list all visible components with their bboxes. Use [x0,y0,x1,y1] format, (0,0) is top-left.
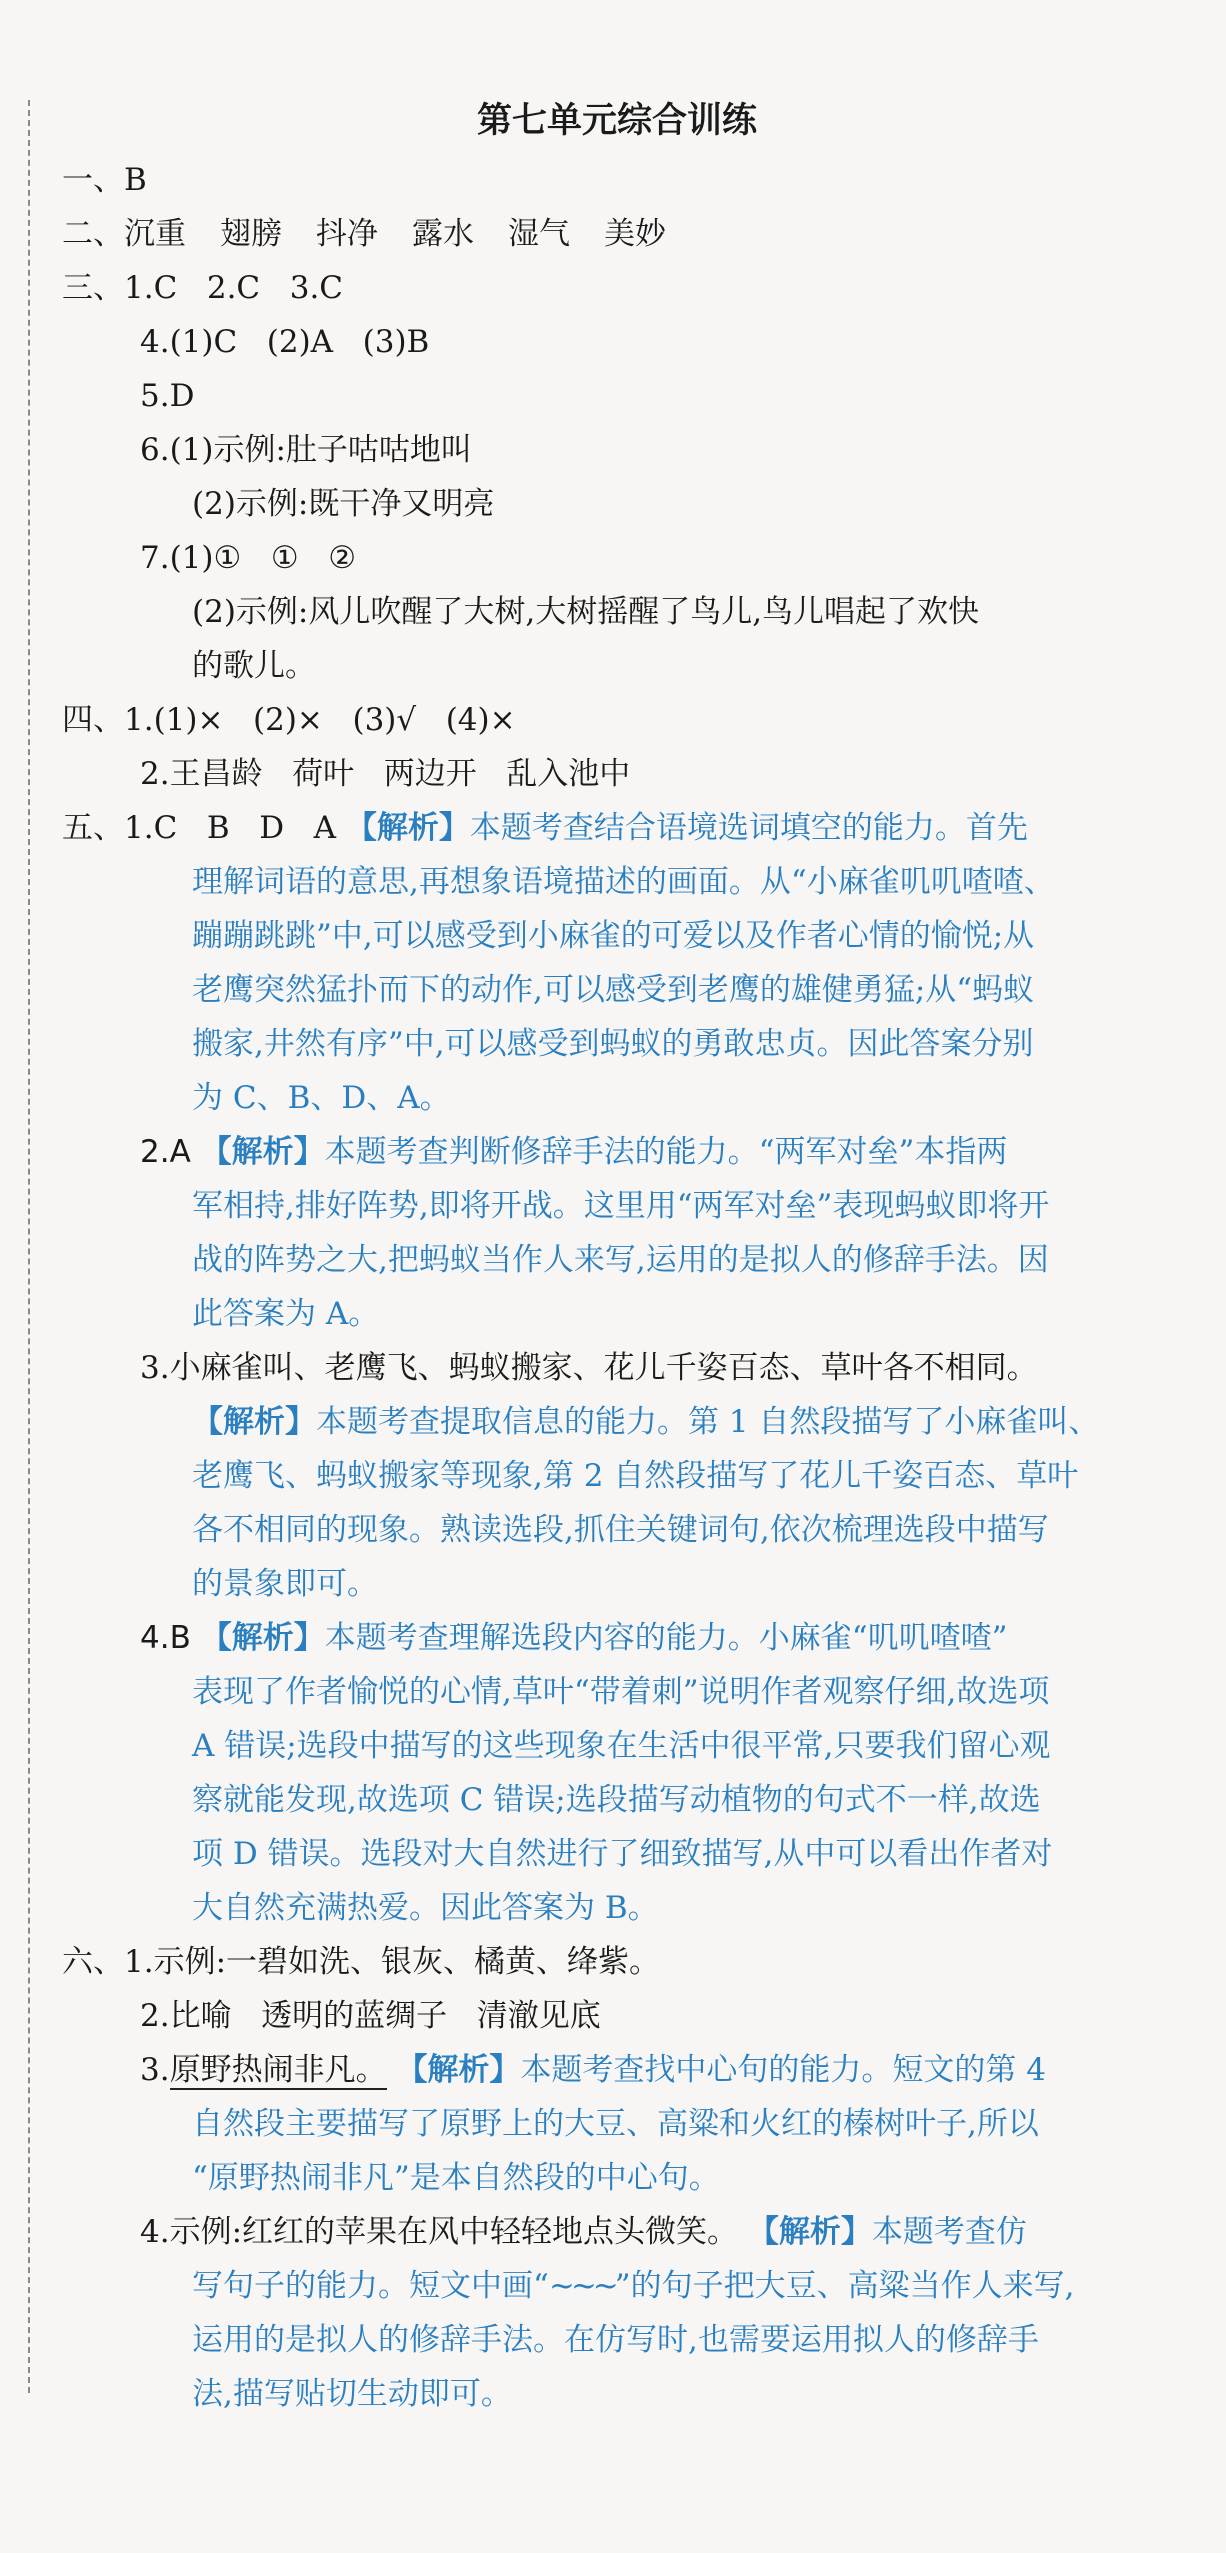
answer-word: 露水 [412,216,474,252]
section-3-q7c: 的歌儿。 [192,648,316,684]
analysis-line: A 错误;选段中描写的这些现象在生活中很平常,只要我们留心观 [192,1728,1051,1764]
section-3-line-1: 三、1.C 2.C 3.C [62,270,344,306]
analysis-tag: 【解析】 [345,810,470,846]
analysis-line: 表现了作者愉悦的心情,草叶“带着刺”说明作者观察仔细,故选项 [192,1674,1050,1710]
section-5-q3: 3.小麻雀叫、老鹰飞、蚂蚁搬家、花儿千姿百态、草叶各不相同。 [140,1350,1038,1386]
analysis-line: 老鹰飞、蚂蚁搬家等现象,第 2 自然段描写了花儿千姿百态、草叶 [192,1458,1079,1494]
section-3-q5: 5.D [140,378,195,414]
analysis-line: 战的阵势之大,把蚂蚁当作人来写,运用的是拟人的修辞手法。因 [192,1242,1049,1278]
page-title: 第七单元综合训练 [476,101,757,141]
answer-word: 翅膀 [220,216,282,252]
analysis-tag: 【解析】 [396,2052,521,2088]
analysis-line: 法,描写贴切生动即可。 [192,2376,512,2412]
section-3-q7b: (2)示例:风儿吹醒了大树,大树摇醒了鸟儿,鸟儿唱起了欢快 [192,594,980,630]
section-2 [62,207,1172,261]
wavy-line-mark: ~~~ [548,2268,615,2304]
section-5-q1 [62,801,1172,855]
section-3-q7a: 7.(1)① ① ② [140,540,356,576]
analysis-line: 自然段主要描写了原野上的大豆、高粱和火红的榛树叶子,所以 [192,2106,1039,2142]
section-3-q6a: 6.(1)示例:肚子咕咕地叫 [140,432,472,468]
analysis-tag: 【解析】 [747,2214,872,2250]
analysis-line: 各不相同的现象。熟读选段,抓住关键词句,依次梳理选段中描写 [192,1512,1049,1548]
section-5-q4 [62,1611,1172,1665]
analysis-line: 理解词语的意思,再想象语境描述的画面。从“小麻雀叽叽喳喳、 [192,864,1055,900]
q1-answer: 五、1.C B D A [62,810,337,846]
q4-example: 4.示例:红红的苹果在风中轻轻地点头微笑。 [140,2214,739,2250]
section-6-q1: 六、1.示例:一碧如洗、银灰、橘黄、绛紫。 [62,1944,661,1980]
analysis-text: 写句子的能力。短文中画“ [192,2268,549,2304]
analysis-line: 运用的是拟人的修辞手法。在仿写时,也需要运用拟人的修辞手 [192,2322,1039,2358]
q2-answer: 2.A [140,1134,191,1170]
section-4-line-1: 四、1.(1)× (2)× (3)√ (4)× [62,702,516,738]
answer-word: 沉重 [124,216,186,252]
answer-word: 抖净 [316,216,378,252]
analysis-text: 本题考查理解选段内容的能力。小麻雀“叽叽喳喳” [324,1620,1008,1656]
analysis-line [62,2259,1172,2313]
analysis-line: 察就能发现,故选项 C 错误;选段描写动植物的句式不一样,故选 [192,1782,1041,1818]
analysis-text: ”的句子把大豆、高粱当作人来写, [614,2268,1075,2304]
q3-number: 3. [140,2052,170,2088]
analysis-tag: 【解析】 [192,1404,316,1440]
analysis-line: “原野热闹非凡”是本自然段的中心句。 [192,2160,720,2196]
section-6-q4 [62,2205,1172,2259]
answer-word: 湿气 [508,216,570,252]
analysis-text: 本题考查结合语境选词填空的能力。首先 [469,810,1028,846]
analysis-tag: 【解析】 [200,1620,325,1656]
underlined-answer: 原野热闹非凡。 [169,2052,387,2088]
analysis-line: 项 D 错误。选段对大自然进行了细致描写,从中可以看出作者对 [192,1836,1053,1872]
analysis-text: 本题考查找中心句的能力。短文的第 4 [520,2052,1047,2088]
binding-dashed-line [28,100,30,2393]
section-1: 一、B [62,162,147,198]
section-4-line-2: 2.王昌龄 荷叶 两边开 乱入池中 [140,756,631,792]
analysis-line: 为 C、B、D、A。 [192,1080,451,1116]
analysis-line: 的景象即可。 [192,1566,378,1602]
answer-word: 美妙 [604,216,666,252]
q4-answer: 4.B [140,1620,191,1656]
analysis-text: 本题考查判断修辞手法的能力。“两军对垒”本指两 [324,1134,1008,1170]
analysis-text: 本题考查仿 [871,2214,1027,2250]
section-6-q2: 2.比喻 透明的蓝绸子 清澈见底 [140,1998,601,2034]
section-6-q3 [62,2043,1172,2097]
section-5-q3-analysis [62,1395,1172,1449]
analysis-line: 军相持,排好阵势,即将开战。这里用“两军对垒”表现蚂蚁即将开 [192,1188,1050,1224]
analysis-line: 搬家,井然有序”中,可以感受到蚂蚁的勇敢忠贞。因此答案分别 [192,1026,1034,1062]
analysis-line: 大自然充满热爱。因此答案为 B。 [192,1890,659,1926]
analysis-text: 本题考查提取信息的能力。第 1 自然段描写了小麻雀叫、 [316,1404,1100,1440]
analysis-tag: 【解析】 [200,1134,325,1170]
section-2-prefix: 二、 [62,216,124,252]
section-3-q4: 4.(1)C (2)A (3)B [140,324,430,360]
analysis-line: 老鹰突然猛扑而下的动作,可以感受到老鹰的雄健勇猛;从“蚂蚁 [192,972,1035,1008]
analysis-line: 蹦蹦跳跳”中,可以感受到小麻雀的可爱以及作者心情的愉悦;从 [192,918,1035,954]
section-3-q6b: (2)示例:既干净又明亮 [192,486,495,522]
answer-page [62,95,1172,2421]
section-5-q2 [62,1125,1172,1179]
analysis-line: 此答案为 A。 [192,1296,380,1332]
